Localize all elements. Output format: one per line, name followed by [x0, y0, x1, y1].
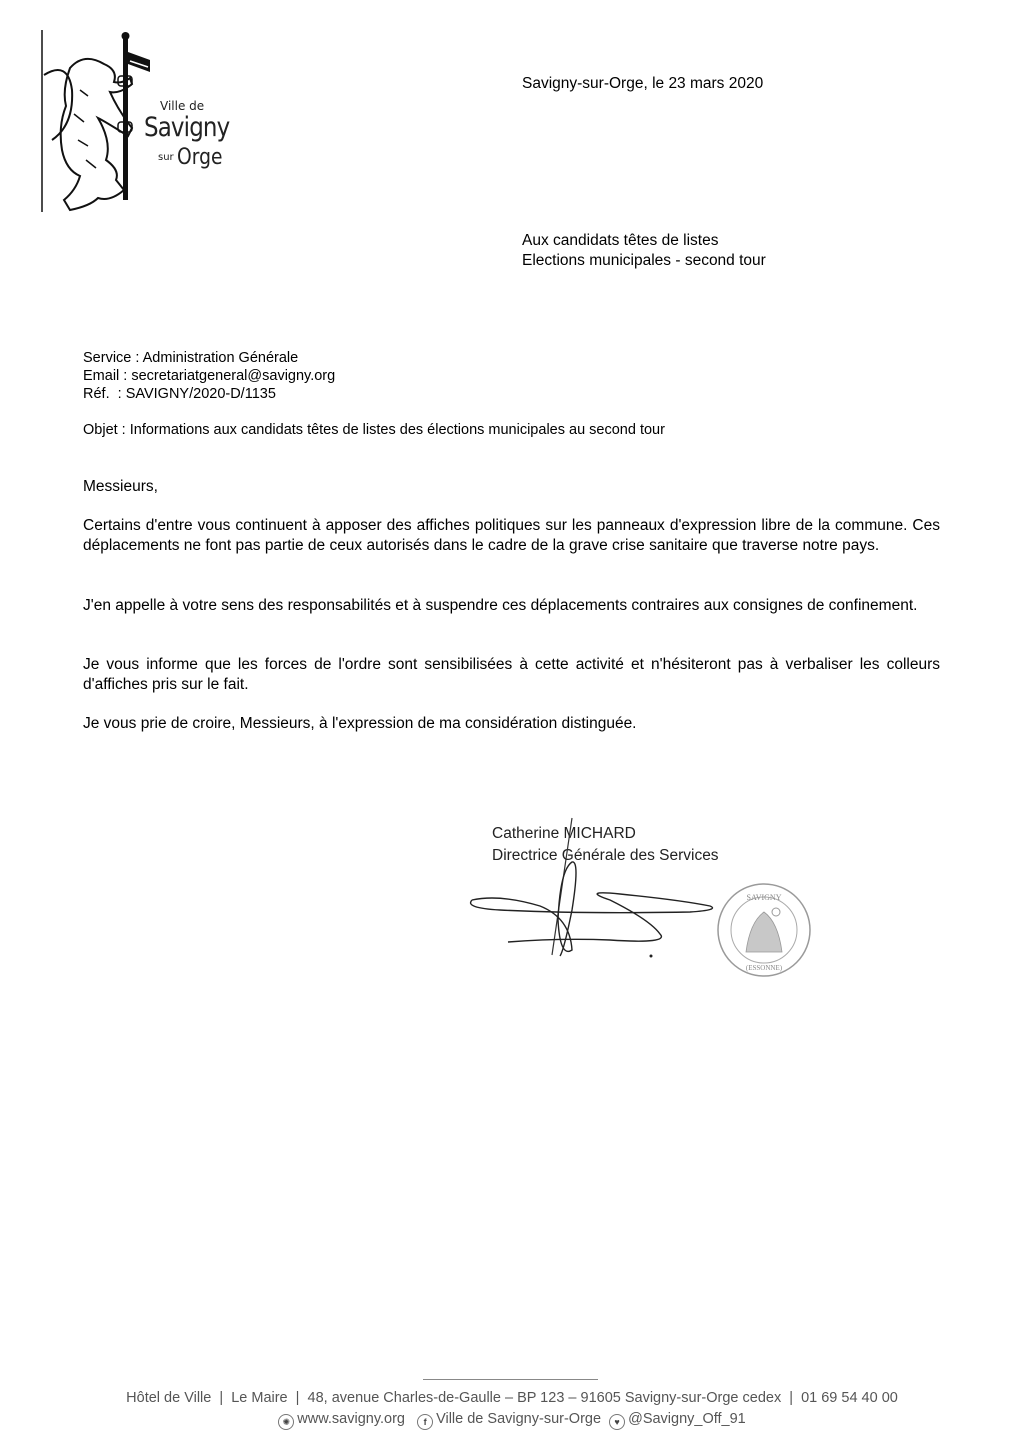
lion-emblem-icon: [40, 30, 160, 215]
salutation: Messieurs,: [83, 478, 158, 495]
signatory-name: Catherine MICHARD: [492, 825, 636, 842]
email-line: Email : secretariatgeneral@savigny.org: [83, 368, 336, 384]
footer-links: [0, 1411, 1024, 1430]
website-link[interactable]: www.savigny.org: [297, 1411, 405, 1427]
place-date: Savigny-sur-Orge, le 23 mars 2020: [522, 75, 764, 92]
signatory-title: Directrice Générale des Services: [492, 847, 719, 864]
city-logo: [40, 30, 240, 215]
closing-formula: Je vous prie de croire, Messieurs, à l'expression de ma considération distinguée.: [83, 715, 637, 732]
paragraph-3: Je vous informe que les forces de l'ordre sont sensibilisées à cette activité et n'hésiteront pas à verbaliser les colleurs d'affiches pris sur le fait.: [83, 656, 940, 693]
handwritten-signature-icon: [460, 810, 740, 960]
facebook-link[interactable]: Ville de Savigny-sur-Orge: [436, 1411, 602, 1427]
svg-text:SAVIGNY: SAVIGNY: [746, 893, 782, 902]
recipient-line-1: Aux candidats têtes de listes: [522, 232, 719, 249]
logo-sur: sur: [158, 152, 174, 163]
logo-ville-de: Ville de: [160, 99, 205, 113]
facebook-icon: f: [417, 1414, 433, 1430]
web-icon: ✺: [278, 1414, 294, 1430]
twitter-link[interactable]: @Savigny_Off_91: [628, 1411, 746, 1427]
service-line: Service : Administration Générale: [83, 350, 299, 366]
logo-savigny: Savigny: [144, 112, 230, 143]
subject-line: Objet : Informations aux candidats têtes de listes des élections municipales au second tour: [83, 422, 665, 438]
paragraph-1: Certains d'entre vous continuent à apposer des affiches politiques sur les panneaux d'expression libre de la commune. Ces déplacements ne font pas partie de ceux autorisés dans le cadre de la grave crise sanitaire que traverse notre pays.: [83, 517, 940, 554]
logo-orge: Orge: [177, 145, 223, 170]
twitter-icon: ♥: [609, 1414, 625, 1430]
recipient-line-2: Elections municipales - second tour: [522, 252, 766, 269]
paragraph-2: J'en appelle à votre sens des responsabilités et à suspendre ces déplacements contraires aux consignes de confinement.: [83, 597, 918, 614]
city-seal-stamp-icon: [716, 882, 812, 978]
footer-divider: [423, 1379, 598, 1380]
svg-text:(ESSONNE): (ESSONNE): [745, 964, 783, 972]
reference-line: Réf. : SAVIGNY/2020-D/1135: [83, 386, 276, 402]
footer-address: Hôtel de Ville | Le Maire | 48, avenue Charles-de-Gaulle – BP 123 – 91605 Savigny-sur-Orge cedex | 01 69 54 40 00: [126, 1390, 898, 1406]
